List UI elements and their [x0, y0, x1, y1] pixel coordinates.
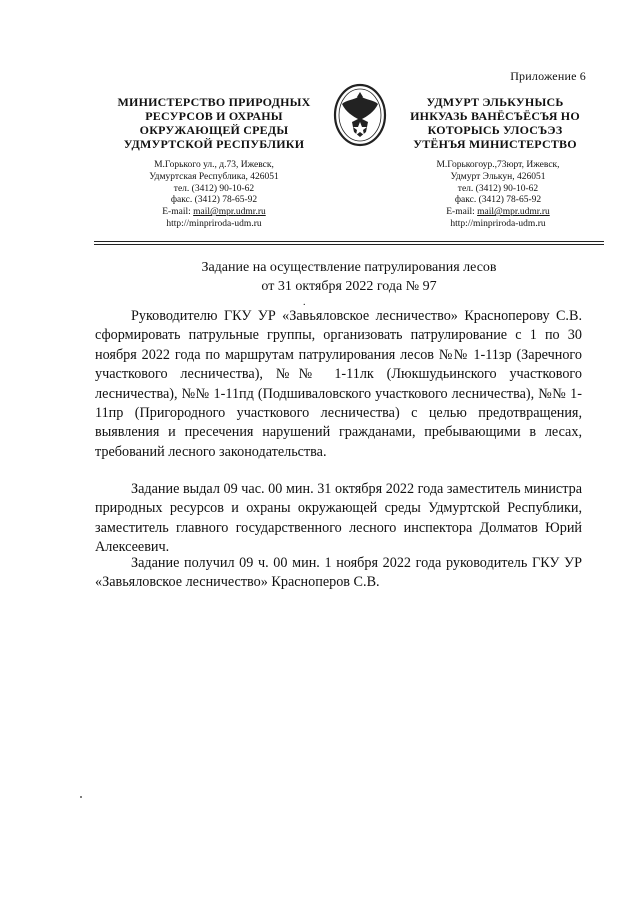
right-fax: факс. (3412) 78-65-92 [454, 195, 542, 206]
left-org-line: МИНИСТЕРСТВО ПРИРОДНЫХ [117, 95, 311, 109]
annex-label: Приложение 6 [510, 69, 586, 83]
left-address-line: М.Горького ул., д.73, Ижевск, [154, 160, 274, 170]
right-org-name [385, 95, 605, 151]
right-email-row [398, 207, 598, 219]
left-org-line: ОКРУЖАЮЩЕЙ СРЕДЫ [139, 123, 289, 137]
left-phone: тел. (3412) 90-10-62 [173, 183, 255, 194]
right-org-line: УТЁНЪЯ МИНИСТЕРСТВО [413, 137, 577, 151]
title-line-2: от 31 октября 2022 года № 97 [261, 279, 437, 294]
left-email-link[interactable]: mail@mpr.udmr.ru [193, 207, 266, 218]
left-org-line: РЕСУРСОВ И ОХРАНЫ [145, 109, 283, 123]
coat-of-arms-emblem [332, 82, 388, 148]
right-address-line: М.Горькогоур.,73юрт, Ижевск, [436, 160, 560, 170]
right-phone: тел. (3412) 90-10-62 [457, 183, 539, 194]
paragraph-assignment: Руководителю ГКУ УР «Завьяловское лесничество» Красноперову С.В. сформировать патрульные группы, организовать патрулирование с 1 по 30 ноября 2022 года по маршрутам патрулирования лесов №№ 1-11зр (Заречного участкового лесничества), №№ 1-11лк (Люкшудьинского участкового лесничества), №№ 1-11пд (Подшиваловского участкового лесничества), №№ 1-11пр (Пригородного участкового лесничества) с целью предотвращения, выявления и пресечения нарушений гражданами, пребывающими в лесах, требований лесного законодательства. [95, 308, 582, 460]
left-org-name [106, 95, 322, 151]
left-site-link[interactable]: http://minpriroda-udm.ru [166, 218, 262, 229]
left-email-label: E-mail: [162, 207, 194, 218]
right-org-line: КОТОРЫСЬ УЛОСЪЭЗ [427, 123, 563, 137]
left-org-line: УДМУРТСКОЙ РЕСПУБЛИКИ [123, 137, 305, 151]
right-address-line: Удмурт Элькун, 426051 [450, 171, 546, 182]
left-address-line: Удмуртская Республика, 426051 [149, 171, 279, 182]
header-divider-thin [94, 241, 604, 242]
left-org-address [106, 160, 322, 231]
paragraph-received-by: Задание получил 09 ч. 00 мин. 1 ноября 2022 года руководитель ГКУ УР «Завьяловское лесничество» Красноперов С.В. [95, 555, 582, 591]
header-divider-thick [94, 244, 604, 245]
scan-speck [80, 796, 82, 798]
stray-dot: . [303, 297, 306, 308]
document-title [94, 258, 604, 296]
right-email-link[interactable]: mail@mpr.udmr.ru [477, 207, 550, 218]
left-fax: факс. (3412) 78-65-92 [170, 195, 258, 206]
left-email-row [106, 207, 322, 219]
paragraph-issued-by: Задание выдал 09 час. 00 мин. 31 октября 2022 года заместитель министра природных ресурсов и охраны окружающей среды Удмуртской Республики, заместитель главного государственного лесного инспектора Долматов Юрий Алексеевич. [95, 481, 582, 556]
title-line-1: Задание на осуществление патрулирования лесов [201, 260, 497, 275]
right-org-line: УДМУРТ ЭЛЬКУНЫСЬ [426, 95, 564, 109]
right-email-label: E-mail: [446, 207, 478, 218]
right-site-link[interactable]: http://minpriroda-udm.ru [450, 218, 546, 229]
right-org-line: ИНКУАЗЬ ВАНЁСЪЁСЪЯ НО [410, 109, 580, 123]
right-org-address [398, 160, 598, 231]
